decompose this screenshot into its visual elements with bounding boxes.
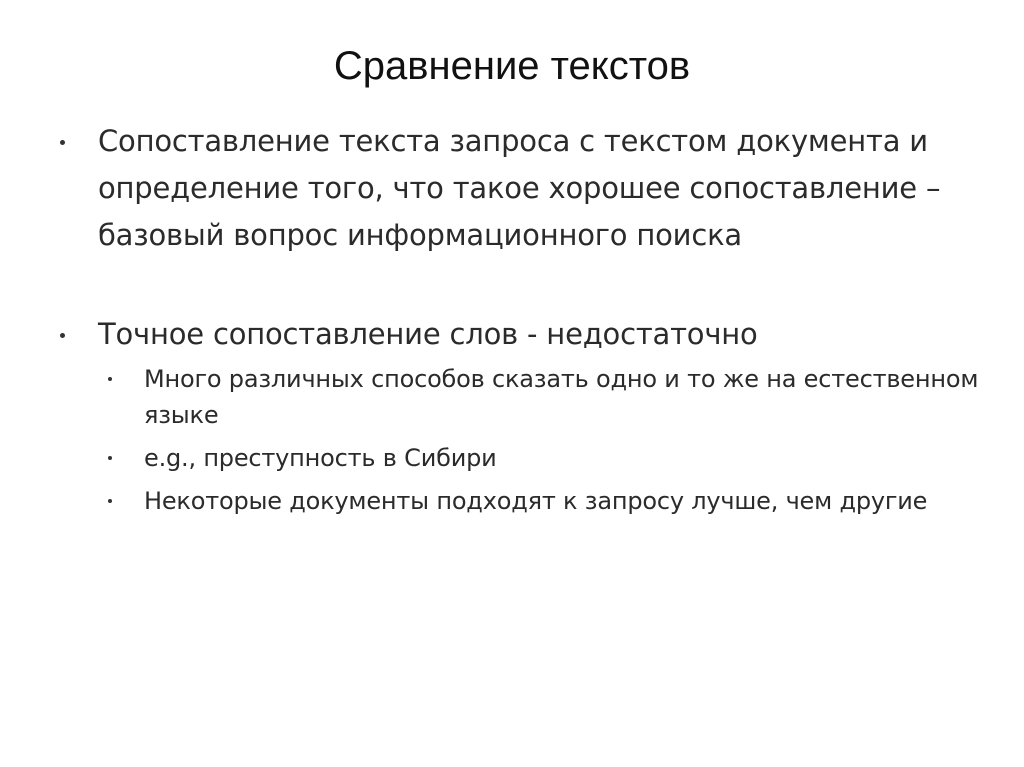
sub-bullet-item-3 <box>106 483 980 519</box>
sub-bullet-dot-icon <box>106 440 116 476</box>
sub-bullet-item-text: Много различных способов сказать одно и то же на естественном языке <box>144 365 979 429</box>
sub-bullet-item-2 <box>106 440 980 476</box>
sub-bullet-item-text: Некоторые документы подходят к запросу лучше, чем другие <box>144 487 928 515</box>
bullet-list <box>60 118 980 526</box>
slide-title: Сравнение текстов <box>333 44 691 88</box>
bullet-item-text: Точное сопоставление слов - недостаточно <box>98 317 758 351</box>
bullet-item-2 <box>60 311 980 358</box>
bullet-dot-icon <box>60 118 70 165</box>
sub-bullet-item-1 <box>106 361 980 433</box>
sub-bullet-dot-icon <box>106 483 116 519</box>
sub-bullet-item-text: e.g., преступность в Сибири <box>144 444 497 472</box>
bullet-item-1 <box>60 118 980 259</box>
bullet-item-text: Сопоставление текста запроса с текстом документа и определение того, что такое хорошее сопоставление – базовый вопрос информационного поиска <box>98 124 941 252</box>
sub-bullet-list <box>60 361 980 519</box>
bullet-dot-icon <box>60 311 70 358</box>
sub-bullet-dot-icon <box>106 361 116 397</box>
